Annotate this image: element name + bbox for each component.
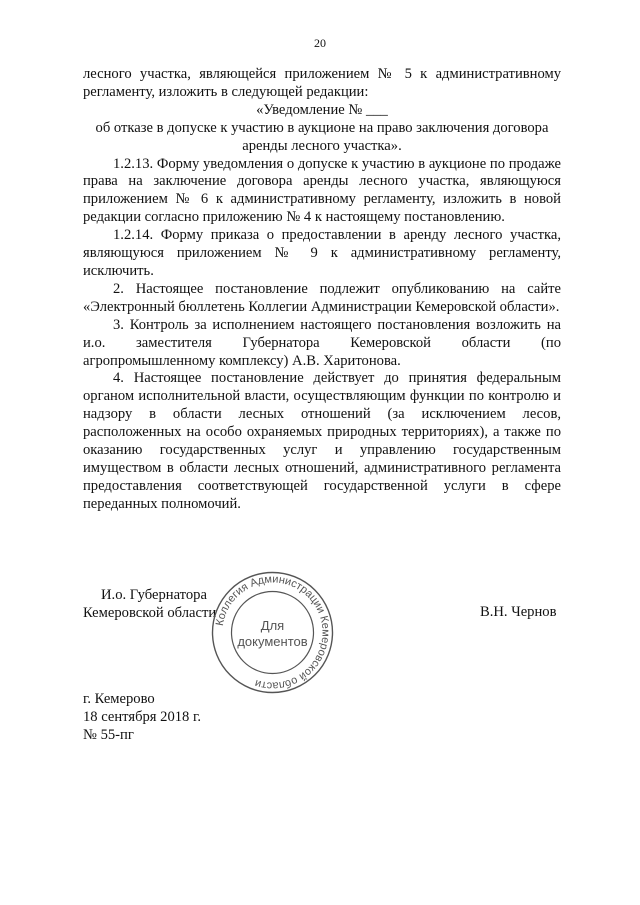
page-number: 20	[314, 36, 326, 50]
paragraph-intro: лесного участка, являющейся приложением № 5 к административному регламенту, изложить в следующей редакции:	[83, 66, 561, 100]
stamp-center-line1: Для	[260, 618, 285, 633]
document-footer	[83, 690, 201, 744]
footer-date: 18 сентября 2018 г.	[83, 709, 201, 725]
notice-title: «Уведомление № ___	[256, 101, 388, 118]
document-body	[83, 66, 561, 514]
official-stamp	[210, 570, 335, 695]
stamp-ring-text: Коллегия Администрации Кемеровской области	[213, 573, 332, 692]
paragraph-2: 2. Настоящее постановление подлежит опубликованию на сайте «Электронный бюллетень Коллегии Администрации Кемеровской области».	[83, 280, 561, 315]
signatory-title-line2: Кемеровской области	[83, 605, 217, 621]
signatory-title	[83, 586, 216, 622]
footer-number: № 55-пг	[83, 727, 134, 743]
footer-city: г. Кемерово	[83, 691, 155, 707]
signatory-name: В.Н. Чернов	[480, 604, 557, 620]
paragraph-3: 3. Контроль за исполнением настоящего постановления возложить на и.о. заместителя Губернатора Кемеровской области (по агропромышленному комплексу) А.В. Харитонова.	[83, 316, 561, 369]
paragraph-1-2-13: 1.2.13. Форму уведомления о допуске к участию в аукционе по продаже права на заключение договора аренды лесного участка, являющуюся приложением № 6 к административному регламенту, изложить в новой редакции согласно приложению № 4 к настоящему постановлению.	[83, 155, 561, 226]
paragraph-1-2-14: 1.2.14. Форму приказа о предоставлении в аренду лесного участка, являющуюся приложением № 9 к административному регламенту, исключить.	[83, 227, 561, 279]
stamp-center-line2: документов	[237, 634, 308, 649]
notice-subtitle: об отказе в допуске к участию в аукционе на право заключения договора аренды лесного участка».	[95, 119, 549, 154]
paragraph-4: 4. Настоящее постановление действует до принятия федеральным органом исполнительной власти, осуществляющим функции по контролю и надзору в области лесных отношений (за исключением лесов, расположенных на особо охраняемых природных территориях), а также по оказанию государственных услуг и управлению государственным имуществом в области лесных отношений, административного регламента предоставления соответствующей государственной услуги в сфере переданных полномочий.	[83, 370, 561, 512]
signatory-title-line1: И.о. Губернатора	[101, 587, 207, 603]
